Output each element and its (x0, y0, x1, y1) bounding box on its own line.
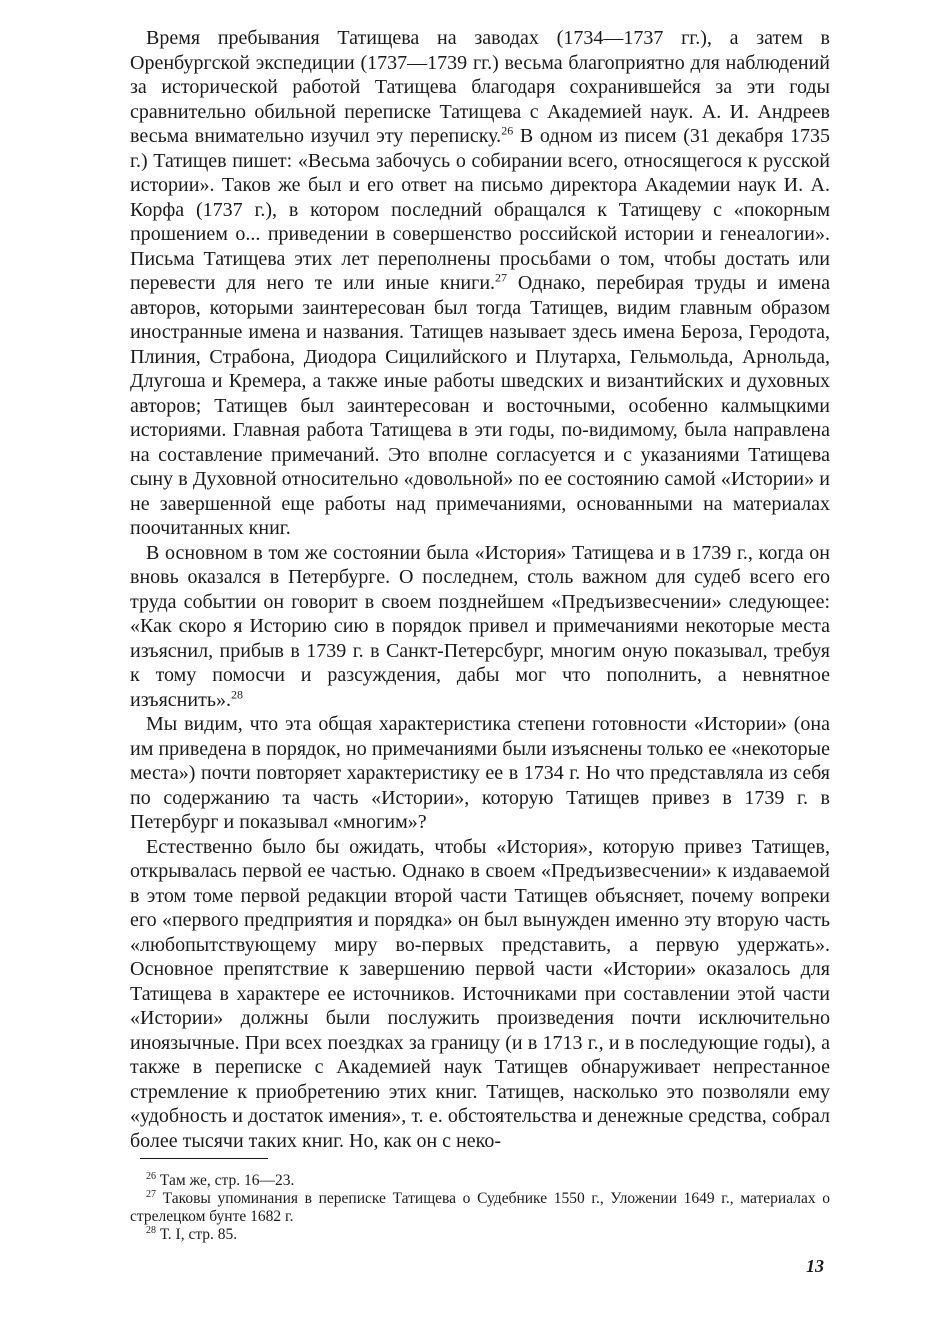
footnote-ref-28: 28 (230, 686, 243, 701)
paragraph-1-text-b: В одном из писем (31 декабря 1735 г.) Татищев пишет: «Весьма забочусь о собирании всего, относящегося к русской истории». Таков же был и его ответ на письмо директора Академии наук И. А. Корфа (1737 г.), в котором последний обращался к Татищеву с «покорным прошением о... приведении в совершенство российской истории и генеалогии». Письма Татищева этих лет переполнены просьбами о том, чтобы достать или перевести для него те или иные книги. (130, 125, 831, 294)
footnote-ref-26: 26 (501, 123, 514, 138)
paragraph-4-text: Естественно было бы ожидать, чтобы «История», которую привез Татищев, открывалась первой ее частью. Однако в своем «Предъизвесчении» к издаваемой в этом томе первой редакции второй части Татищев объясняет, почему вопреки его «первого предприятия и порядка» он был вынужден именно эту вторую часть «любопытствующему миру во-первых представить, а первую удержать». Основное препятствие к завершению первой части «Истории» оказалось для Татищева в характере ее источников. Источниками при составлении этой части «Истории» должны были послужить произведения почти исключительно иноязычные. При всех поездках за границу (и в 1713 г., и в последующие годы), а также в переписке с Академией наук Татищев обнаруживает непрестанное стремление к приобретению этих книг. Татищев, насколько это позволяли ему «удобность и достаток имения», т. е. обстоятельства и денежные средства, собрал более тысячи таких книг. Но, как он с неко- (130, 835, 830, 1152)
paragraph-2-text: В основном в том же состоянии была «История» Татищева и в 1739 г., когда он вновь оказался в Петербурге. О последнем, столь важном для судеб всего его труда событии он говорит в своем позднейшем «Предъизвесчении» следующее: «Как скоро я Историю сию в порядок привел и примечаниями некоторые места изъяснил, прибыв в 1739 г. в Санкт-Петерсбург, многим оную показывал, требуя к тому помосчи и разсуждения, дабы мог что пополнить, а невнятное изъяснить». (130, 541, 830, 711)
footnote-text: Таковы упоминания в переписке Татищева о Судебнике 1550 г., Уложении 1649 г., материалах о стрелецком бунте 1682 г. (130, 1190, 830, 1225)
footnote-text: Там же, стр. 16—23. (159, 1172, 295, 1189)
footnote-ref-27: 27 (495, 270, 508, 285)
footnote-number: 28 (146, 1224, 156, 1236)
paragraph-1-text-c: Однако, перебирая труды и имена авторов, которыми заинтересован был тогда Татищев, видим главным образом иностранные имена и названия. Татищев называет здесь имена Бероза, Геродота, Плиния, Страбона, Диодора Сицилийского и Плутарха, Гельмольда, Арнольда, Длугоша и Кремера, а также иные работы шведских и византийских и духовных авторов; Татищев был заинтересован и восточными, особенно калмыцкими историями. Главная работа Татищева в эти годы, по-видимому, была направлена на составление примечаний. Это вполне согласуется и с указаниями Татищева сыну в Духовной относительно «довольной» по ее состоянию самой «Истории» и не завершенной еще работы над примечаниями, основанными на материалах поочитанных книг. (130, 272, 830, 539)
footnote-26 (130, 1172, 830, 1190)
footnotes (130, 1172, 830, 1244)
footnote-27 (130, 1190, 830, 1226)
paragraph-1-text-a: Время пребывания Татищева на заводах (1734—1737 гг.), а затем в Оренбургской экспедиции (1737—1739 гг.) весьма благоприятно для наблюдений за исторической работой Татищева благодаря сохранившейся за эти годы сравнительно обильной переписке Татищева с Академией наук. А. И. Андреев весьма внимательно изучил эту переписку. (130, 27, 830, 147)
paragraph-4 (130, 835, 830, 1154)
footnote-number: 26 (146, 1170, 156, 1182)
footnote-28 (130, 1226, 830, 1244)
paragraph-3-text: Мы видим, что эта общая характеристика степени готовности «Истории» (она им приведена в порядок, но примечаниями были изъяснены только ее «некоторые места») почти повторяет характеристику ее в 1734 г. Но что представляла из себя по содержанию та часть «Истории», которую Татищев привез в 1739 г. в Петербург и показывал «многим»? (130, 713, 830, 833)
paragraph-1 (130, 26, 830, 541)
main-text (130, 26, 830, 1153)
page-number: 13 (806, 1256, 824, 1276)
footnote-separator (140, 1158, 268, 1159)
footnote-number: 27 (146, 1188, 156, 1200)
paragraph-3 (130, 712, 830, 835)
paragraph-2 (130, 541, 830, 713)
footnote-text: Т. I, стр. 85. (159, 1226, 238, 1243)
